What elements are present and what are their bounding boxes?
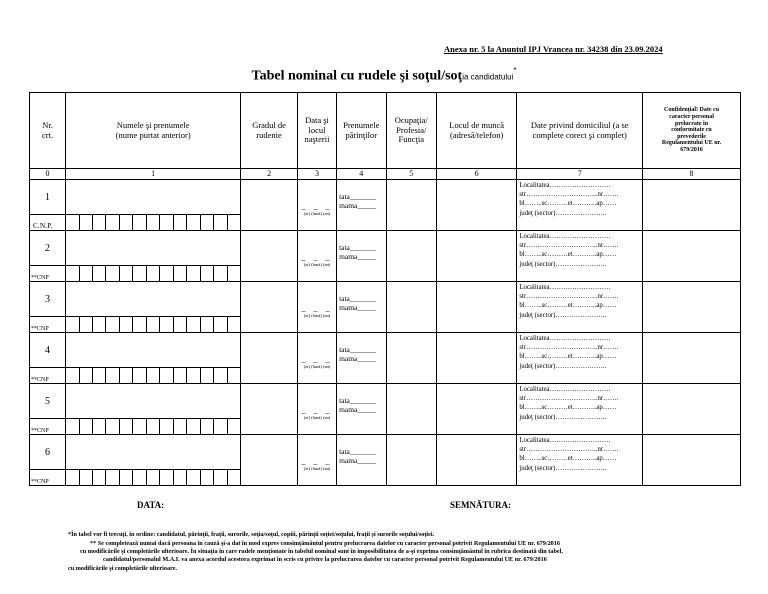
cnp-digit-box[interactable] bbox=[106, 470, 119, 485]
column-number: 8 bbox=[643, 169, 741, 180]
cnp-digit-box[interactable] bbox=[93, 419, 106, 434]
cnp-digit-box[interactable] bbox=[160, 470, 173, 485]
work-cell[interactable] bbox=[437, 333, 517, 384]
confidential-cell[interactable] bbox=[643, 231, 741, 282]
degree-cell[interactable] bbox=[241, 384, 298, 435]
birth-cell[interactable] bbox=[297, 333, 336, 384]
birth-caption: (zi) (lună) (an) bbox=[303, 313, 331, 319]
row-number: 4 bbox=[30, 333, 66, 368]
cnp-digit-box[interactable] bbox=[106, 419, 119, 434]
cnp-digit-box[interactable] bbox=[106, 368, 119, 383]
cnp-digit-box[interactable] bbox=[160, 215, 173, 230]
parents-cell[interactable] bbox=[337, 231, 386, 282]
address-cell[interactable] bbox=[517, 282, 643, 333]
header-birth bbox=[297, 93, 336, 169]
header-line: Numele şi prenumele bbox=[116, 119, 190, 130]
cnp-digit-boxes[interactable] bbox=[66, 214, 240, 230]
occupation-cell[interactable] bbox=[386, 435, 436, 486]
row-number: 5 bbox=[30, 384, 66, 419]
row-number: 2 bbox=[30, 231, 66, 266]
parents-cell[interactable] bbox=[337, 282, 386, 333]
birth-blanks: _ _ _ bbox=[301, 202, 333, 212]
name-cell[interactable] bbox=[66, 180, 241, 231]
occupation-cell[interactable] bbox=[386, 384, 436, 435]
address-line: Localitatea……………………… bbox=[519, 284, 611, 291]
header-line: naşterii bbox=[304, 134, 330, 145]
birth-date-fields bbox=[298, 193, 336, 217]
mother-field: mama_____ bbox=[339, 405, 377, 415]
table-row bbox=[30, 333, 741, 368]
header-line: prevederile bbox=[677, 133, 706, 140]
header-line: (adresă/telefon) bbox=[450, 129, 504, 140]
cnp-digit-box[interactable] bbox=[228, 317, 240, 332]
cnp-digit-box[interactable] bbox=[133, 470, 146, 485]
header-line: (nume purtat anterior) bbox=[115, 129, 191, 140]
cnp-digit-box[interactable] bbox=[80, 266, 93, 281]
header-line: părinţilor bbox=[345, 129, 378, 140]
header-line: Prenumele bbox=[343, 119, 380, 130]
father-field: tata_______ bbox=[339, 243, 377, 252]
address-line: judeţ (sector)………………….. bbox=[519, 260, 607, 268]
mother-field: mama_____ bbox=[339, 201, 377, 211]
header-parents bbox=[337, 93, 386, 169]
address-line: bl……..sc………et………..ap…… bbox=[519, 200, 617, 208]
mother-field: mama_____ bbox=[339, 354, 377, 364]
header-line: crt. bbox=[41, 129, 54, 140]
cnp-digit-box[interactable] bbox=[80, 419, 93, 434]
birth-blanks: _ _ _ bbox=[301, 457, 333, 467]
birth-cell[interactable] bbox=[297, 282, 336, 333]
address-line: Localitatea……………………… bbox=[519, 386, 611, 393]
address-line: Localitatea……………………… bbox=[519, 233, 611, 240]
cnp-digit-box[interactable] bbox=[187, 368, 200, 383]
cnp-digit-box[interactable] bbox=[147, 368, 160, 383]
cnp-digit-box[interactable] bbox=[160, 266, 173, 281]
address-line: str…………………………..nr……. bbox=[519, 242, 619, 250]
cnp-digit-box[interactable] bbox=[133, 317, 146, 332]
cnp-digit-box[interactable] bbox=[120, 266, 133, 281]
header-line: Gradul de bbox=[252, 119, 286, 130]
column-number: 6 bbox=[437, 169, 517, 180]
cnp-digit-box[interactable] bbox=[66, 419, 79, 434]
cnp-digit-box[interactable] bbox=[214, 368, 227, 383]
degree-cell[interactable] bbox=[241, 282, 298, 333]
mother-field: mama_____ bbox=[339, 252, 377, 262]
column-number: 2 bbox=[241, 169, 298, 180]
father-field: tata_______ bbox=[339, 396, 377, 405]
birth-blanks: _ _ _ bbox=[301, 406, 333, 416]
table-row bbox=[30, 180, 741, 215]
footnote-3: cu modificările şi completările ulterioare. În situaţia în care rudele menţionate în tabelul nominal sunt în imposibilitatea de a-şi exprima consimţământul în rubrica destinată din tabel, bbox=[80, 548, 563, 555]
header-name bbox=[66, 93, 241, 169]
cnp-digit-box[interactable] bbox=[133, 266, 146, 281]
cnp-digit-box[interactable] bbox=[214, 470, 227, 485]
address-line: judeţ (sector)………………….. bbox=[519, 311, 607, 319]
mother-field: mama_____ bbox=[339, 303, 377, 313]
header-line: 679/2016 bbox=[680, 146, 703, 153]
degree-cell[interactable] bbox=[241, 333, 298, 384]
cnp-digit-box[interactable] bbox=[201, 368, 214, 383]
cnp-digit-box[interactable] bbox=[187, 215, 200, 230]
cnp-digit-box[interactable] bbox=[214, 266, 227, 281]
cnp-digit-box[interactable] bbox=[214, 215, 227, 230]
row-number: 6 bbox=[30, 435, 66, 470]
birth-caption: (zi) (lună) (an) bbox=[303, 364, 331, 370]
cnp-digit-box[interactable] bbox=[201, 266, 214, 281]
birth-date-fields bbox=[298, 448, 336, 472]
cnp-digit-box[interactable] bbox=[93, 470, 106, 485]
birth-cell[interactable] bbox=[297, 231, 336, 282]
birth-blanks: _ _ _ bbox=[301, 304, 333, 314]
header-line: Data şi bbox=[305, 114, 329, 125]
address-line: str…………………………..nr……. bbox=[519, 395, 619, 403]
address-line: bl……..sc………et………..ap…… bbox=[519, 251, 617, 259]
name-cell[interactable] bbox=[66, 333, 241, 384]
cnp-label: C.N.P. bbox=[30, 215, 66, 231]
work-cell[interactable] bbox=[437, 180, 517, 231]
work-cell[interactable] bbox=[437, 384, 517, 435]
cnp-digit-box[interactable] bbox=[174, 317, 187, 332]
address-line: judeţ (sector)………………….. bbox=[519, 413, 607, 421]
birth-cell[interactable] bbox=[297, 435, 336, 486]
title-main: Tabel nominal cu rudele şi soţul/soţ bbox=[251, 68, 463, 84]
confidential-cell[interactable] bbox=[643, 333, 741, 384]
occupation-cell[interactable] bbox=[386, 282, 436, 333]
annex-reference: Anexa nr. 5 la Anuntul IPJ Vrancea nr. 34238 din 23.09.2024 bbox=[444, 44, 663, 54]
cnp-digit-box[interactable] bbox=[160, 368, 173, 383]
cnp-digit-box[interactable] bbox=[120, 317, 133, 332]
cnp-digit-box[interactable] bbox=[133, 215, 146, 230]
signature-label: SEMNĂTURA: bbox=[450, 500, 512, 510]
column-number: 0 bbox=[30, 169, 66, 180]
cnp-digit-box[interactable] bbox=[120, 470, 133, 485]
footnote-2: ** Se completează numai dacă persoana în cauză şi-a dat în mod expres consimţământul pentru prelucrarea datelor cu caracter personal potrivit Regulamentului UE nr. 679/2016 bbox=[90, 540, 560, 547]
cnp-digit-box[interactable] bbox=[147, 317, 160, 332]
relatives-table bbox=[29, 92, 741, 486]
birth-cell[interactable] bbox=[297, 384, 336, 435]
cnp-label: **CNP bbox=[30, 419, 66, 435]
title-footnote-mark: * bbox=[513, 66, 517, 75]
birth-cell[interactable] bbox=[297, 180, 336, 231]
birth-date-fields bbox=[298, 397, 336, 421]
column-number: 7 bbox=[517, 169, 643, 180]
cnp-digit-box[interactable] bbox=[93, 266, 106, 281]
address-line: str…………………………..nr……. bbox=[519, 293, 619, 301]
degree-cell[interactable] bbox=[241, 180, 298, 231]
cnp-digit-box[interactable] bbox=[174, 266, 187, 281]
header-line: Locul de muncă bbox=[449, 119, 505, 130]
address-line: bl……..sc………et………..ap…… bbox=[519, 302, 617, 310]
header-line: caracter personal bbox=[669, 114, 714, 121]
column-number-row bbox=[30, 169, 741, 180]
cnp-digit-box[interactable] bbox=[174, 368, 187, 383]
occupation-cell[interactable] bbox=[386, 231, 436, 282]
column-number: 4 bbox=[337, 169, 386, 180]
work-cell[interactable] bbox=[437, 435, 517, 486]
cnp-label: **CNP bbox=[30, 266, 66, 282]
cnp-digit-box[interactable] bbox=[133, 368, 146, 383]
name-cell[interactable] bbox=[66, 384, 241, 435]
address-line: judeţ (sector)………………….. bbox=[519, 209, 607, 217]
cnp-digit-box[interactable] bbox=[174, 215, 187, 230]
address-line: judeţ (sector)………………….. bbox=[519, 362, 607, 370]
cnp-digit-box[interactable] bbox=[120, 215, 133, 230]
row-number: 3 bbox=[30, 282, 66, 317]
birth-caption: (zi) (lună) (an) bbox=[303, 466, 331, 472]
parents-cell[interactable] bbox=[337, 180, 386, 231]
header-occupation bbox=[386, 93, 436, 169]
column-number: 5 bbox=[386, 169, 436, 180]
header-address bbox=[517, 93, 643, 169]
header-line: prelucrate în bbox=[675, 120, 709, 127]
address-line: Localitatea……………………… bbox=[519, 182, 611, 189]
cnp-digit-box[interactable] bbox=[174, 419, 187, 434]
cnp-label: **CNP bbox=[30, 317, 66, 333]
parents-cell[interactable] bbox=[337, 384, 386, 435]
cnp-digit-box[interactable] bbox=[106, 266, 119, 281]
confidential-cell[interactable] bbox=[643, 180, 741, 231]
cnp-digit-box[interactable] bbox=[147, 470, 160, 485]
confidential-cell[interactable] bbox=[643, 384, 741, 435]
cnp-digit-box[interactable] bbox=[160, 317, 173, 332]
table-row bbox=[30, 435, 741, 470]
cnp-digit-box[interactable] bbox=[80, 215, 93, 230]
cnp-digit-box[interactable] bbox=[80, 470, 93, 485]
cnp-digit-box[interactable] bbox=[106, 215, 119, 230]
table-body bbox=[30, 180, 741, 486]
header-line: complete corect şi complet) bbox=[532, 129, 627, 140]
occupation-cell[interactable] bbox=[386, 333, 436, 384]
cnp-digit-box[interactable] bbox=[160, 419, 173, 434]
header-line: Profesia/ bbox=[396, 124, 427, 135]
address-line: str…………………………..nr……. bbox=[519, 344, 619, 352]
header-line: Confidenţial! Date cu bbox=[664, 107, 720, 114]
cnp-digit-box[interactable] bbox=[93, 368, 106, 383]
cnp-label: **CNP bbox=[30, 368, 66, 384]
mother-field: mama_____ bbox=[339, 456, 377, 466]
parents-cell[interactable] bbox=[337, 333, 386, 384]
address-line: str…………………………..nr……. bbox=[519, 191, 619, 199]
address-cell[interactable] bbox=[517, 180, 643, 231]
cnp-digit-box[interactable] bbox=[187, 317, 200, 332]
table-row bbox=[30, 384, 741, 419]
cnp-digit-box[interactable] bbox=[133, 419, 146, 434]
header-nr bbox=[30, 93, 66, 169]
header-work bbox=[437, 93, 517, 169]
header-line: Funcţia bbox=[398, 134, 424, 145]
cnp-digit-box[interactable] bbox=[120, 419, 133, 434]
footnote-1: *În tabel vor fi trecuţi, în ordine: candidatul, părinţii, fraţii, surorile, soţia/soţul, copiii, părinţii soţiei/soţului, fraţii şi surorile soţului/soţiei. bbox=[68, 531, 435, 538]
cnp-digit-box[interactable] bbox=[120, 368, 133, 383]
cnp-digit-box[interactable] bbox=[80, 368, 93, 383]
cnp-digit-box[interactable] bbox=[147, 215, 160, 230]
header-row bbox=[30, 93, 741, 169]
birth-date-fields bbox=[298, 346, 336, 370]
confidential-cell[interactable] bbox=[643, 282, 741, 333]
cnp-digit-box[interactable] bbox=[80, 317, 93, 332]
cnp-digit-box[interactable] bbox=[66, 368, 79, 383]
header-confidential bbox=[643, 93, 741, 169]
cnp-digit-box[interactable] bbox=[106, 317, 119, 332]
address-line: bl……..sc………et………..ap…… bbox=[519, 404, 617, 412]
confidential-cell[interactable] bbox=[643, 435, 741, 486]
cnp-digit-boxes[interactable] bbox=[66, 367, 240, 383]
cnp-digit-box[interactable] bbox=[228, 266, 240, 281]
cnp-digit-box[interactable] bbox=[93, 215, 106, 230]
cnp-digit-box[interactable] bbox=[147, 266, 160, 281]
date-label: DATA: bbox=[137, 500, 165, 510]
name-cell[interactable] bbox=[66, 231, 241, 282]
column-number: 1 bbox=[66, 169, 241, 180]
address-line: Localitatea……………………… bbox=[519, 437, 611, 444]
cnp-digit-box[interactable] bbox=[228, 215, 240, 230]
father-field: tata_______ bbox=[339, 294, 377, 303]
cnp-digit-box[interactable] bbox=[214, 317, 227, 332]
title-suffix: ia candidatului bbox=[462, 72, 514, 82]
cnp-digit-box[interactable] bbox=[187, 266, 200, 281]
address-line: bl……..sc………et………..ap…… bbox=[519, 455, 617, 463]
address-cell[interactable] bbox=[517, 384, 643, 435]
birth-caption: (zi) (lună) (an) bbox=[303, 211, 331, 217]
table-row bbox=[30, 282, 741, 317]
cnp-label: **CNP bbox=[30, 470, 66, 486]
cnp-digit-boxes[interactable] bbox=[66, 418, 240, 434]
document-title bbox=[0, 66, 768, 84]
address-line: Localitatea……………………… bbox=[519, 335, 611, 342]
father-field: tata_______ bbox=[339, 192, 377, 201]
work-cell[interactable] bbox=[437, 282, 517, 333]
parents-cell[interactable] bbox=[337, 435, 386, 486]
degree-cell[interactable] bbox=[241, 231, 298, 282]
cnp-digit-box[interactable] bbox=[93, 317, 106, 332]
birth-date-fields bbox=[298, 244, 336, 268]
header-line: Ocupaţia/ bbox=[394, 114, 428, 125]
cnp-digit-boxes[interactable] bbox=[66, 469, 240, 485]
cnp-digit-box[interactable] bbox=[201, 317, 214, 332]
name-cell[interactable] bbox=[66, 435, 241, 486]
header-line: rudenie bbox=[256, 129, 282, 140]
address-cell[interactable] bbox=[517, 333, 643, 384]
footnote-4: candidatul/personalul M.A.I. va anexa acordul acestora exprimat în scris cu privire la prelucrarea datelor cu caracter personal potrivit Regulamentului UE nr. 679/2016 bbox=[103, 556, 547, 563]
cnp-digit-boxes[interactable] bbox=[66, 316, 240, 332]
father-field: tata_______ bbox=[339, 447, 377, 456]
birth-blanks: _ _ _ bbox=[301, 253, 333, 263]
cnp-digit-box[interactable] bbox=[66, 470, 79, 485]
cnp-digit-box[interactable] bbox=[228, 368, 240, 383]
address-line: bl……..sc………et………..ap…… bbox=[519, 353, 617, 361]
cnp-digit-box[interactable] bbox=[66, 317, 79, 332]
name-cell[interactable] bbox=[66, 282, 241, 333]
cnp-digit-box[interactable] bbox=[66, 215, 79, 230]
table-row bbox=[30, 231, 741, 266]
header-line: Nr. bbox=[42, 119, 53, 130]
cnp-digit-box[interactable] bbox=[201, 419, 214, 434]
header-degree bbox=[241, 93, 298, 169]
cnp-digit-box[interactable] bbox=[66, 266, 79, 281]
birth-blanks: _ _ _ bbox=[301, 355, 333, 365]
cnp-digit-box[interactable] bbox=[187, 419, 200, 434]
address-line: judeţ (sector)………………….. bbox=[519, 464, 607, 472]
address-cell[interactable] bbox=[517, 435, 643, 486]
birth-caption: (zi) (lună) (an) bbox=[303, 415, 331, 421]
birth-caption: (zi) (lună) (an) bbox=[303, 262, 331, 268]
address-line: str…………………………..nr……. bbox=[519, 446, 619, 454]
row-number: 1 bbox=[30, 180, 66, 215]
cnp-digit-box[interactable] bbox=[201, 470, 214, 485]
cnp-digit-box[interactable] bbox=[228, 470, 240, 485]
header-line: locul bbox=[308, 124, 326, 135]
column-number: 3 bbox=[297, 169, 336, 180]
cnp-digit-box[interactable] bbox=[201, 215, 214, 230]
father-field: tata_______ bbox=[339, 345, 377, 354]
cnp-digit-box[interactable] bbox=[228, 419, 240, 434]
cnp-digit-box[interactable] bbox=[147, 419, 160, 434]
cnp-digit-box[interactable] bbox=[214, 419, 227, 434]
footnote-5: cu modificările şi completările ulterioare. bbox=[68, 565, 177, 572]
work-cell[interactable] bbox=[437, 231, 517, 282]
header-line: Regulamentului UE nr. bbox=[661, 140, 722, 147]
cnp-digit-box[interactable] bbox=[187, 470, 200, 485]
header-line: Date privind domiciliul (a se bbox=[530, 119, 629, 130]
birth-date-fields bbox=[298, 295, 336, 319]
address-cell[interactable] bbox=[517, 231, 643, 282]
occupation-cell[interactable] bbox=[386, 180, 436, 231]
cnp-digit-box[interactable] bbox=[174, 470, 187, 485]
cnp-digit-boxes[interactable] bbox=[66, 265, 240, 281]
degree-cell[interactable] bbox=[241, 435, 298, 486]
header-line: conformitate cu bbox=[671, 127, 712, 134]
